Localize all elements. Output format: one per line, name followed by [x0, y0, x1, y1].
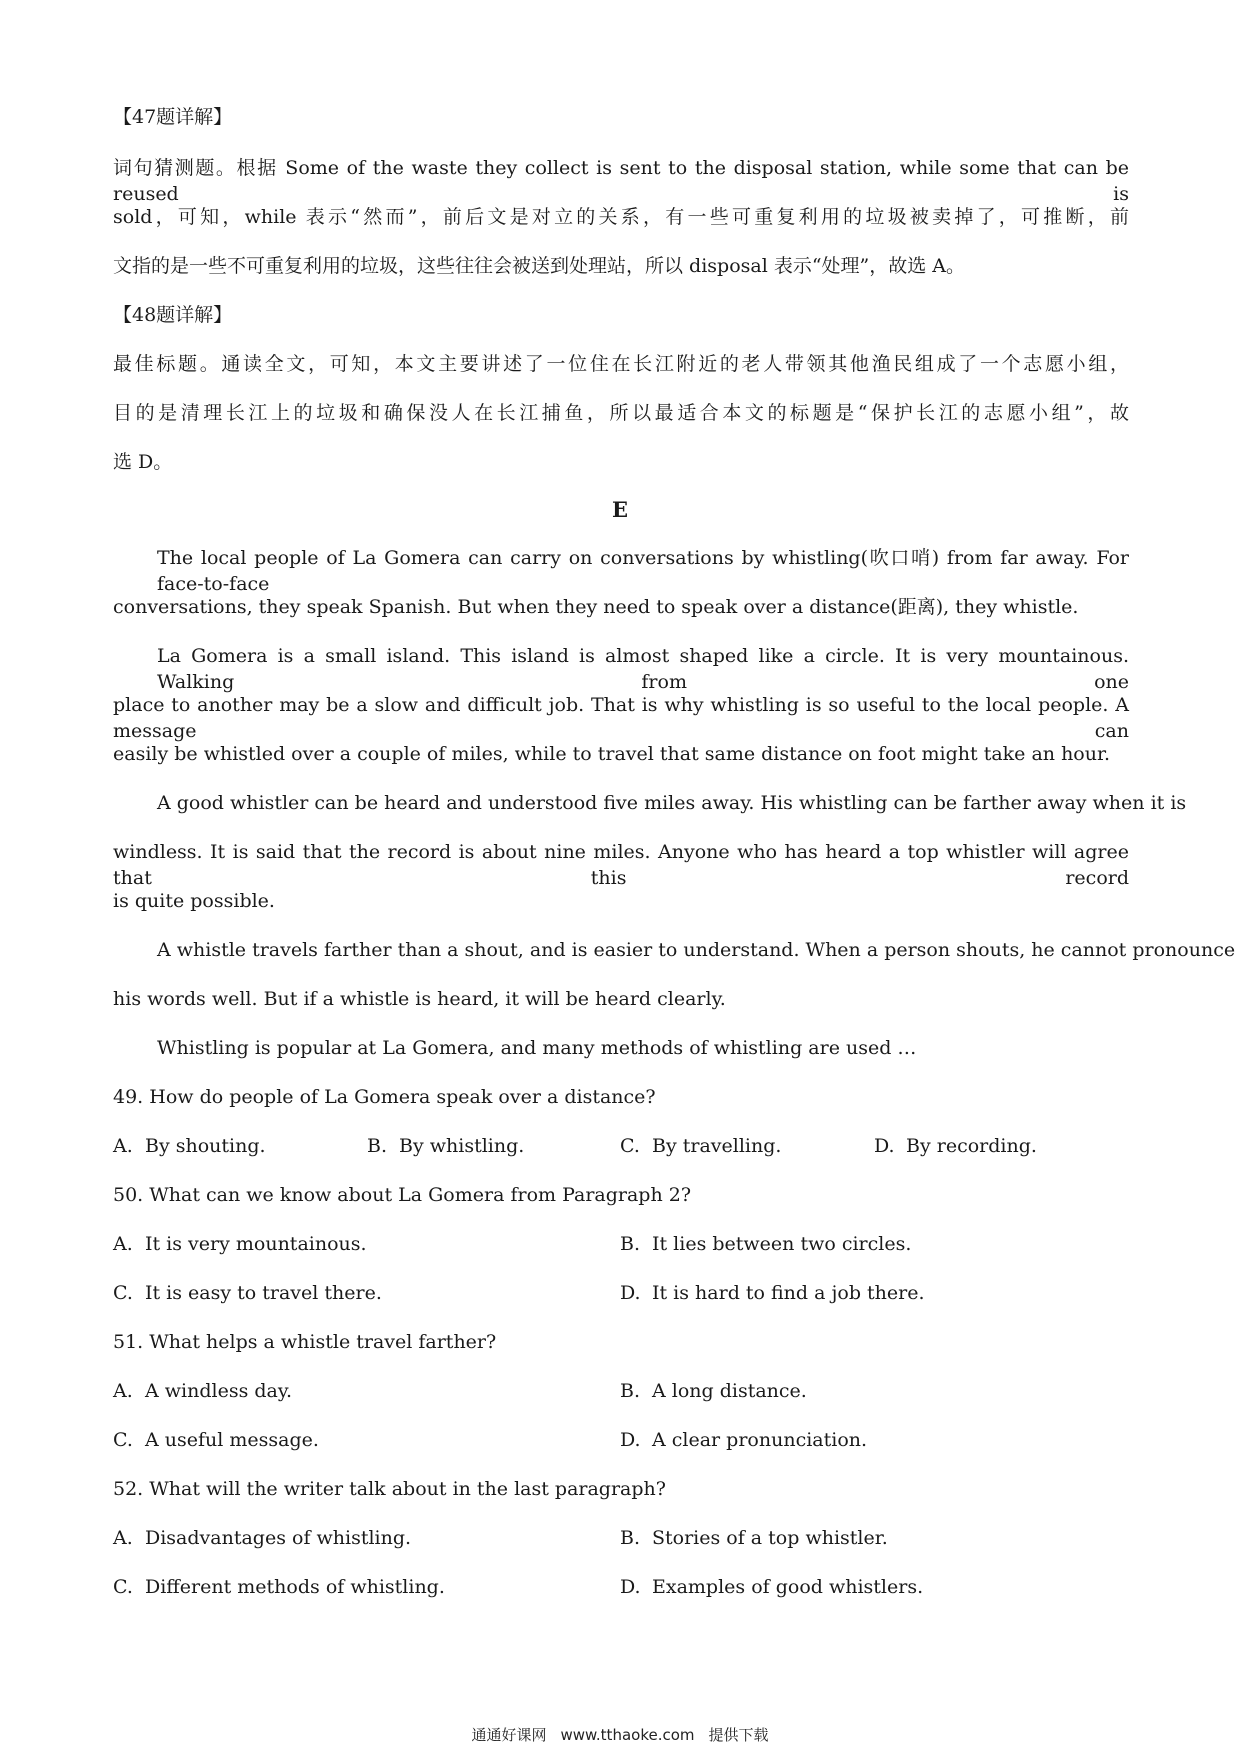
- option-letter: A.: [113, 1380, 133, 1402]
- option-letter: C.: [113, 1429, 133, 1451]
- option-letter: D.: [620, 1576, 641, 1598]
- option-text: A useful message.: [145, 1429, 319, 1451]
- option-letter: B.: [367, 1135, 388, 1157]
- option-letter: D.: [874, 1135, 895, 1157]
- option-letter: C.: [113, 1576, 133, 1598]
- question-51-option-c: [113, 1427, 319, 1453]
- option-letter: D.: [620, 1429, 641, 1451]
- question-50-option-b: [620, 1231, 911, 1257]
- page-footer: [0, 1724, 1240, 1745]
- explanation-47-line-1: 词句猜测题。根据 Some of the waste they collect is sent to the disposal station, while some that can be reused is: [113, 157, 1129, 205]
- question-50-option-c: [113, 1280, 382, 1306]
- question-49-option-b: [367, 1133, 524, 1159]
- option-text: By recording.: [906, 1135, 1037, 1157]
- question-51-option-a: [113, 1378, 292, 1404]
- passage-p3-line-2: windless. It is said that the record is about nine miles. Anyone who has heard a top whistler will agree that this record: [113, 841, 1129, 889]
- option-text: Different methods of whistling.: [145, 1576, 445, 1598]
- passage-p4-line-2: his words well. But if a whistle is heard, it will be heard clearly.: [113, 988, 726, 1010]
- explanation-48-line-1: 最佳标题。通读全文，可知，本文主要讲述了一位住在长江附近的老人带领其他渔民组成了一个志愿小组，: [113, 353, 1129, 375]
- explanation-47-line-2: sold，可知，while 表示“然而”，前后文是对立的关系，有一些可重复利用的垃圾被卖掉了，可推断，前: [113, 206, 1129, 228]
- question-50-option-d: [620, 1280, 925, 1306]
- option-text: It is very mountainous.: [145, 1233, 367, 1255]
- option-text: By whistling.: [399, 1135, 525, 1157]
- question-49-option-d: [874, 1133, 1037, 1159]
- option-text: A windless day.: [145, 1380, 293, 1402]
- footer-url-link[interactable]: www.tthaoke.com: [560, 1726, 695, 1744]
- footer-site-name: 通通好课网: [471, 1726, 547, 1744]
- passage-p4-line-1: A whistle travels farther than a shout, and is easier to understand. When a person shouts, he cannot pronounce: [157, 939, 1236, 961]
- option-letter: D.: [620, 1282, 641, 1304]
- option-text: By travelling.: [652, 1135, 782, 1157]
- explanation-47-line-3: 文指的是一些不可重复利用的垃圾，这些往往会被送到处理站，所以 disposal 表示“处理”，故选 A。: [113, 255, 966, 277]
- option-text: By shouting.: [145, 1135, 266, 1157]
- option-letter: B.: [620, 1380, 641, 1402]
- option-text: A long distance.: [652, 1380, 807, 1402]
- option-letter: B.: [620, 1233, 641, 1255]
- option-text: Disadvantages of whistling.: [145, 1527, 412, 1549]
- explanation-heading-48: 【48题详解】: [113, 304, 233, 326]
- option-letter: C.: [113, 1282, 133, 1304]
- option-letter: B.: [620, 1527, 641, 1549]
- passage-p2-line-1: La Gomera is a small island. This island is almost shaped like a circle. It is very mountainous. Walking from one: [157, 645, 1129, 693]
- question-51-option-d: [620, 1427, 867, 1453]
- question-50-option-a: [113, 1231, 367, 1257]
- passage-p1-line-1: The local people of La Gomera can carry on conversations by whistling(吹口哨) from far away. For face-to-face: [157, 547, 1129, 595]
- option-letter: A.: [113, 1233, 133, 1255]
- question-49-option-c: [620, 1133, 781, 1159]
- option-text: Stories of a top whistler.: [652, 1527, 888, 1549]
- question-52-option-a: [113, 1525, 411, 1551]
- question-52-stem: 52. What will the writer talk about in the last paragraph?: [113, 1478, 666, 1500]
- option-letter: A.: [113, 1135, 133, 1157]
- passage-p5-line-1: Whistling is popular at La Gomera, and many methods of whistling are used …: [157, 1037, 917, 1059]
- section-title: E: [611, 497, 628, 522]
- passage-p2-line-3: easily be whistled over a couple of miles, while to travel that same distance on foot might take an hour.: [113, 743, 1111, 765]
- question-49-option-a: [113, 1133, 266, 1159]
- question-50-stem: 50. What can we know about La Gomera from Paragraph 2?: [113, 1184, 692, 1206]
- option-text: It is hard to find a job there.: [652, 1282, 925, 1304]
- question-49-stem: 49. How do people of La Gomera speak over a distance?: [113, 1086, 656, 1108]
- passage-p3-line-1: A good whistler can be heard and understood five miles away. His whistling can be farther away when it is: [157, 792, 1187, 814]
- passage-p3-line-3: is quite possible.: [113, 890, 275, 912]
- explanation-heading-47: 【47题详解】: [113, 106, 233, 128]
- question-52-option-b: [620, 1525, 888, 1551]
- option-text: Examples of good whistlers.: [652, 1576, 924, 1598]
- passage-p1-line-2: conversations, they speak Spanish. But when they need to speak over a distance(距离), they whistle.: [113, 596, 1079, 618]
- option-text: It is easy to travel there.: [145, 1282, 382, 1304]
- question-51-stem: 51. What helps a whistle travel farther?: [113, 1331, 497, 1353]
- passage-p2-line-2: place to another may be a slow and difficult job. That is why whistling is so useful to the local people. A message can: [113, 694, 1129, 742]
- explanation-48-line-3: 选 D。: [113, 451, 173, 473]
- question-51-option-b: [620, 1378, 807, 1404]
- footer-suffix: 提供下载: [708, 1726, 769, 1744]
- question-52-option-c: [113, 1574, 445, 1600]
- option-letter: A.: [113, 1527, 133, 1549]
- explanation-48-line-2: 目的是清理长江上的垃圾和确保没人在长江捕鱼，所以最适合本文的标题是“保护长江的志愿小组”，故: [113, 402, 1129, 424]
- option-letter: C.: [620, 1135, 640, 1157]
- option-text: It lies between two circles.: [652, 1233, 912, 1255]
- option-text: A clear pronunciation.: [652, 1429, 868, 1451]
- question-52-option-d: [620, 1574, 923, 1600]
